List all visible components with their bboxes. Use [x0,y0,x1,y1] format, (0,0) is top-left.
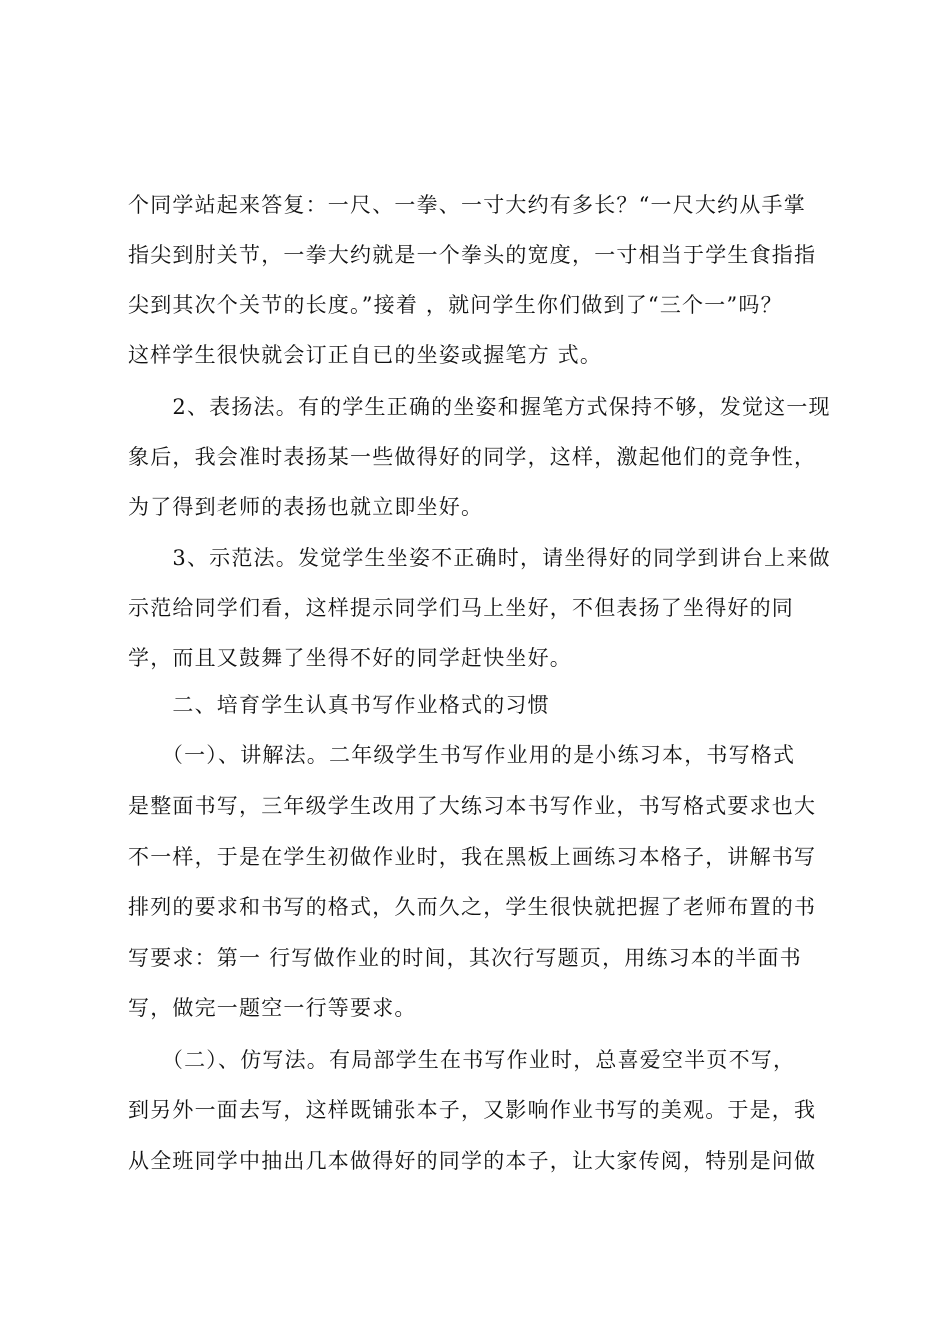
text-line-1: 个同学站起来答复：一尺、一拳、一寸大约有多长？“一尺大约从手掌 [128,193,806,217]
text-line-8: 3、示范法。发觉学生坐姿不正确时，请坐得好的同学到讲台上来做 [128,546,831,570]
text-line-18: （二）、仿写法。有局部学生在书写作业时，总喜爱空半页不写， [128,1048,796,1072]
text-line-4: 这样学生很快就会订正自已的坐姿或握笔方 式。 [128,343,603,367]
text-line-19: 到另外一面去写，这样既铺张本子，又影响作业书写的美观。于是，我 [128,1098,817,1122]
text-line-2: 指尖到肘关节，一拳大约就是一个拳头的宽度，一寸相当于学生食指指 [128,243,817,267]
text-line-6: 象后，我会准时表扬某一些做得好的同学，这样，激起他们的竞争性， [128,445,817,469]
text-line-5: 2、表扬法。有的学生正确的坐姿和握笔方式保持不够，发觉这一现 [128,395,831,419]
text-line-14: 不一样，于是在学生初做作业时，我在黑板上画练习本格子，讲解书写 [128,845,817,869]
text-line-3: 尖到其次个关节的长度。”接着 ，就问学生你们做到了“三个一”吗？ [128,293,783,317]
text-line-15: 排列的要求和书写的格式，久而久之，学生很快就把握了老师布置的书 [128,895,817,919]
text-line-10: 学，而且又鼓舞了坐得不好的同学赶快坐好。 [128,646,572,670]
text-line-9: 示范给同学们看，这样提示同学们马上坐好，不但表扬了坐得好的同 [128,596,794,620]
text-line-13: 是整面书写，三年级学生改用了大练习本书写作业，书写格式要求也大 [128,794,817,818]
text-line-16: 写要求：第一 行写做作业的时间，其次行写题页，用练习本的半面书 [128,946,802,970]
text-line-12: （一）、讲解法。二年级学生书写作业用的是小练习本，书写格式 [128,743,796,767]
section-heading: 二、培育学生认真书写作业格式的习惯 [128,693,550,717]
text-line-17: 写，做完一题空一行等要求。 [128,996,417,1020]
text-line-20: 从全班同学中抽出几本做得好的同学的本子，让大家传阅，特别是问做 [128,1149,817,1173]
text-line-7: 为了得到老师的表扬也就立即坐好。 [128,495,484,519]
